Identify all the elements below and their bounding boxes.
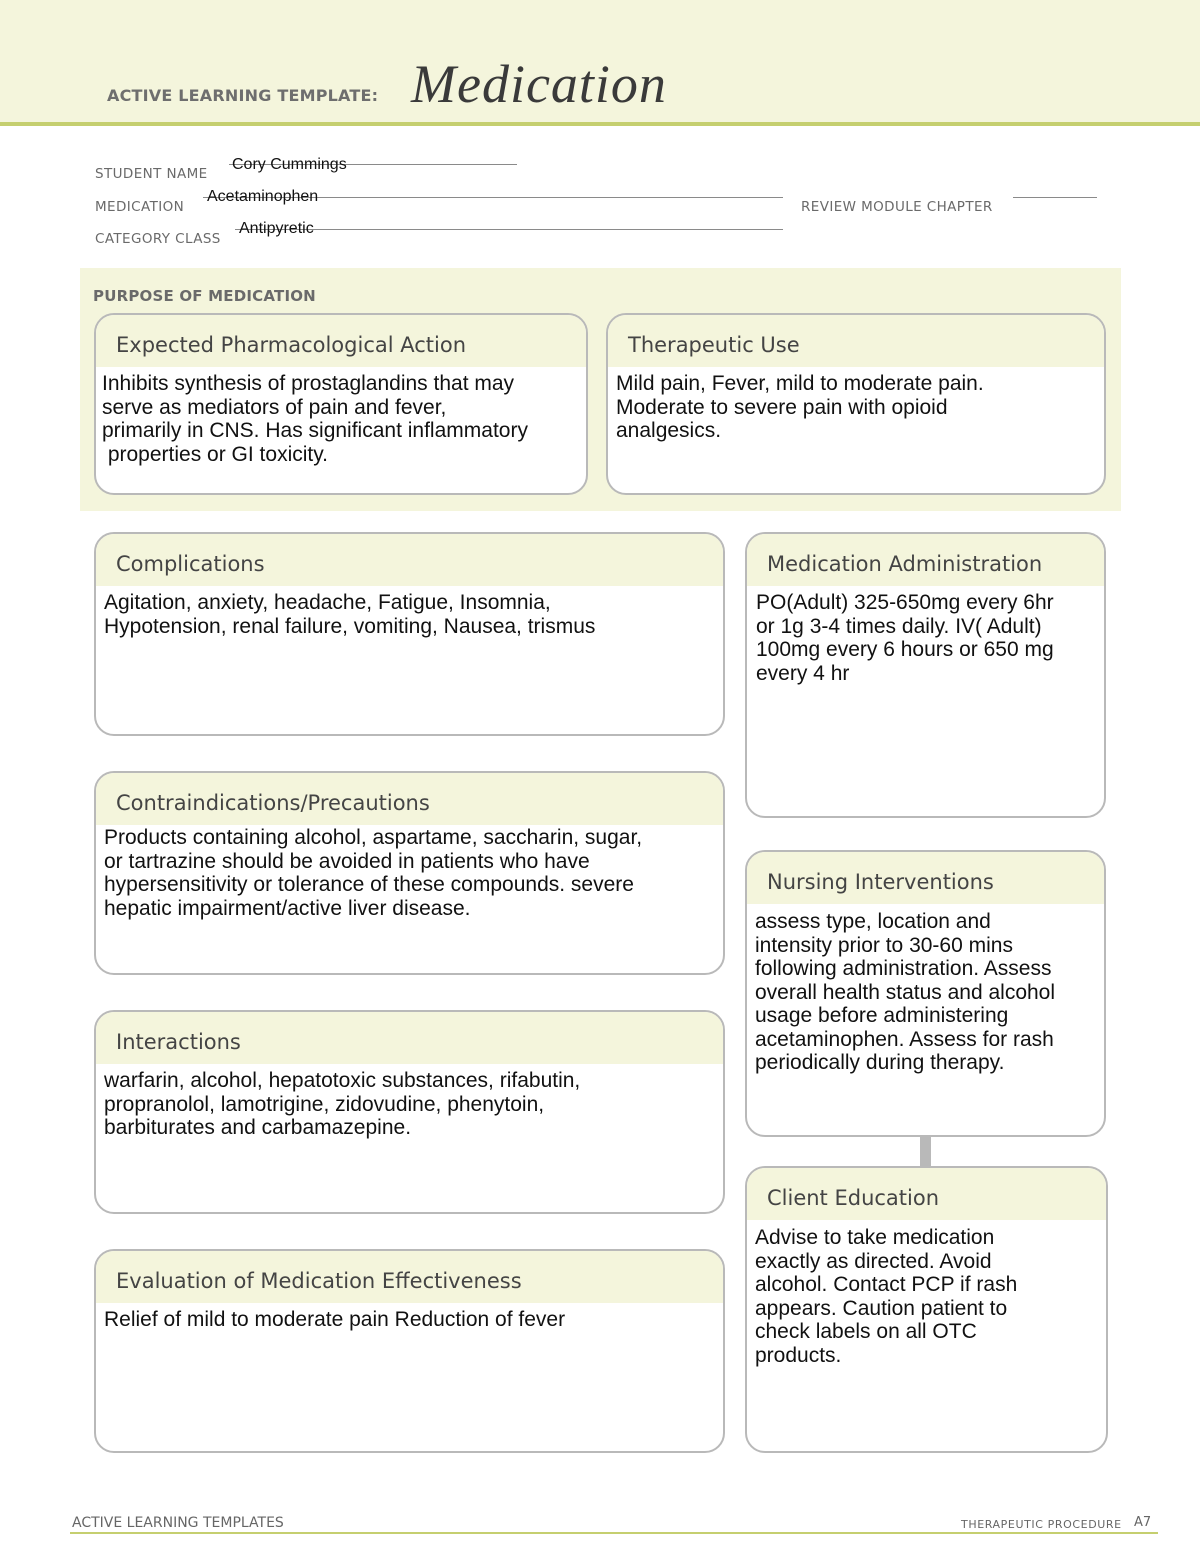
text-line: Moderate to severe pain with opioid (616, 395, 948, 419)
expected-action-card (94, 313, 588, 495)
medication-administration-title: Medication Administration (747, 534, 1104, 586)
contraindications-body[interactable] (96, 825, 723, 920)
contraindications-card (94, 771, 725, 975)
footer-divider (70, 1532, 1158, 1534)
text-line: exactly as directed. Avoid (755, 1249, 992, 1273)
text-line: or tartrazine should be avoided in patients who have (104, 849, 590, 873)
text-line: intensity prior to 30-60 mins (755, 933, 1013, 957)
student-name-field[interactable]: Cory Cummings (232, 156, 347, 173)
footer-section: THERAPEUTIC PROCEDURE (961, 1518, 1122, 1531)
text-line: analgesics. (616, 419, 722, 442)
text-line: Hypotension, renal failure, vomiting, Nausea, trismus (104, 614, 596, 638)
evaluation-title: Evaluation of Medication Effectiveness (96, 1251, 723, 1303)
text-line: Advise to take medication (755, 1226, 995, 1249)
text-line: Products containing alcohol, aspartame, saccharin, sugar, (104, 826, 643, 849)
nursing-interventions-title: Nursing Interventions (747, 852, 1104, 904)
text-line: Relief of mild to moderate pain Reduction of fever (104, 1308, 566, 1331)
category-class-line (235, 229, 783, 230)
expected-action-title: Expected Pharmacological Action (96, 315, 586, 367)
client-education-card (745, 1166, 1108, 1453)
text-line: propranolol, lamotrigine, zidovudine, phenytoin, (104, 1092, 545, 1116)
text-line: periodically during therapy. (755, 1051, 1005, 1074)
text-line: following administration. Assess (755, 957, 1052, 980)
card-connector (920, 1136, 931, 1166)
text-line: appears. Caution patient to (755, 1296, 1008, 1320)
page-number: A7 (1134, 1515, 1152, 1530)
interactions-card (94, 1010, 725, 1214)
review-module-chapter-label: REVIEW MODULE CHAPTER (801, 199, 993, 215)
text-line: overall health status and alcohol (755, 980, 1056, 1004)
nursing-interventions-card (745, 850, 1106, 1137)
client-education-title: Client Education (747, 1168, 1106, 1220)
expected-action-body[interactable] (96, 367, 586, 466)
text-line: hepatic impairment/active liver disease. (104, 896, 471, 920)
text-line: primarily in CNS. Has significant inflammatory (102, 419, 528, 442)
nursing-interventions-body[interactable] (747, 904, 1104, 1075)
template-title: Medication (411, 54, 667, 114)
text-line: PO(Adult) 325-650mg every 6hr (756, 591, 1054, 614)
complications-card (94, 532, 725, 736)
text-line: Inhibits synthesis of prostaglandins that may (102, 372, 515, 395)
text-line: barbiturates and carbamazepine. (104, 1116, 412, 1139)
review-module-chapter-line (1013, 197, 1097, 198)
header-divider (0, 122, 1200, 126)
category-class-label: CATEGORY CLASS (95, 231, 221, 247)
student-name-label: STUDENT NAME (95, 166, 208, 182)
complications-title: Complications (96, 534, 723, 586)
template-label: ACTIVE LEARNING TEMPLATE: (107, 86, 379, 105)
text-line: 100mg every 6 hours or 650 mg (756, 638, 1054, 661)
client-education-body[interactable] (747, 1220, 1106, 1367)
medication-field[interactable]: Acetaminophen (207, 188, 319, 205)
purpose-label: PURPOSE OF MEDICATION (93, 287, 316, 305)
therapeutic-use-title: Therapeutic Use (608, 315, 1104, 367)
contraindications-title: Contraindications/Precautions (96, 773, 723, 825)
category-class-field[interactable]: Antipyretic (239, 220, 314, 237)
text-line: hypersensitivity or tolerance of these compounds. severe (104, 873, 634, 896)
text-line: usage before administering (755, 1004, 1009, 1027)
text-line: alcohol. Contact PCP if rash (755, 1273, 1018, 1296)
text-line: Agitation, anxiety, headache, Fatigue, Insomnia, (104, 591, 551, 614)
footer-title: ACTIVE LEARNING TEMPLATES (72, 1515, 284, 1531)
medication-administration-body[interactable] (747, 586, 1104, 685)
text-line: products. (755, 1343, 842, 1367)
text-line: check labels on all OTC (755, 1320, 977, 1343)
text-line: properties or GI toxicity. (102, 442, 329, 466)
text-line: warfarin, alcohol, hepatotoxic substances, rifabutin, (104, 1069, 581, 1092)
text-line: serve as mediators of pain and fever, (102, 395, 447, 419)
text-line: every 4 hr (756, 661, 850, 685)
text-line: assess type, location and (755, 910, 991, 933)
therapeutic-use-body[interactable] (608, 367, 1104, 443)
interactions-title: Interactions (96, 1012, 723, 1064)
medication-label: MEDICATION (95, 199, 185, 215)
therapeutic-use-card (606, 313, 1106, 495)
complications-body[interactable] (96, 586, 723, 638)
text-line: or 1g 3-4 times daily. IV( Adult) (756, 614, 1042, 638)
evaluation-card (94, 1249, 725, 1453)
medication-administration-card (745, 532, 1106, 818)
text-line: acetaminophen. Assess for rash (755, 1027, 1054, 1051)
text-line: Mild pain, Fever, mild to moderate pain. (616, 372, 984, 395)
interactions-body[interactable] (96, 1064, 723, 1140)
evaluation-body[interactable] (96, 1303, 723, 1332)
